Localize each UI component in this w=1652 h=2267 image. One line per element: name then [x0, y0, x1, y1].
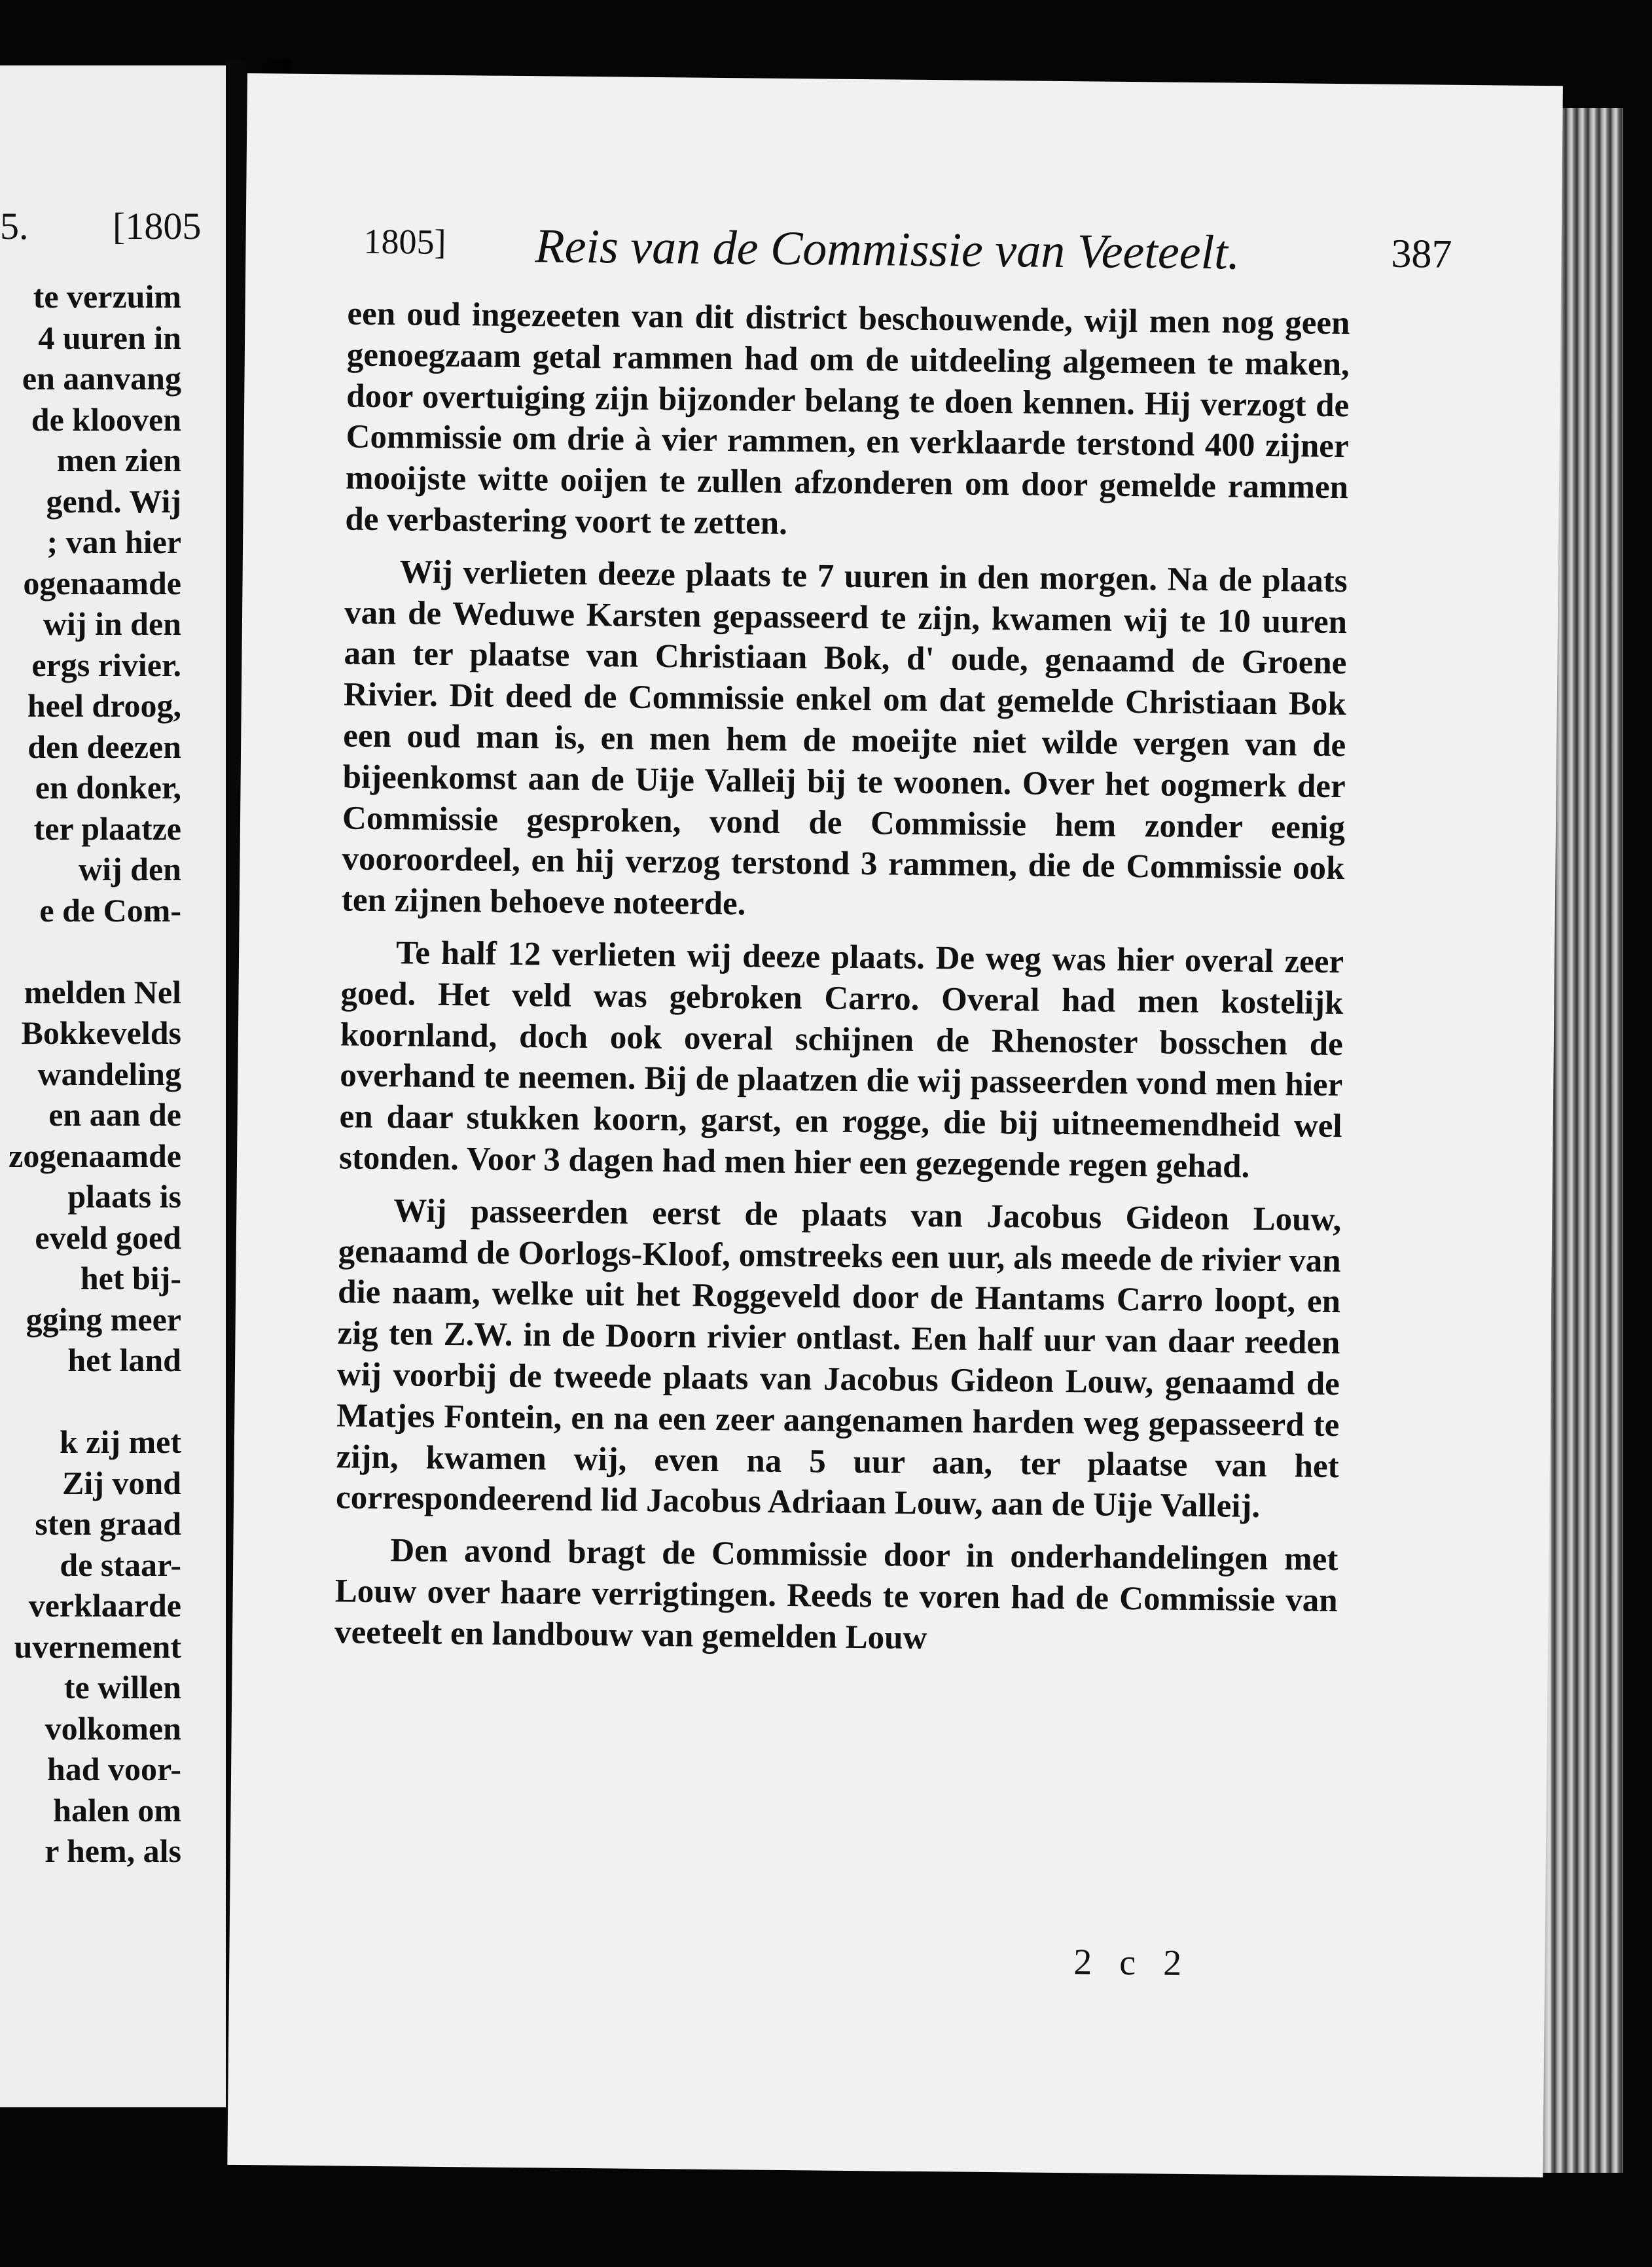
- previous-page-line: ogenaamde: [23, 564, 181, 601]
- previous-page-line: uvernement: [14, 1628, 181, 1665]
- previous-page-line: te verzuim: [33, 278, 181, 315]
- previous-page-line: en donker,: [35, 769, 181, 806]
- previous-page-line: wij den: [79, 851, 181, 887]
- previous-page-line: melden Nel: [24, 973, 181, 1010]
- paragraph: Wij verlieten deeze plaats te 7 uuren in den morgen. Na de plaats van de Weduwe Karsten gepasseerd te zijn, kwamen wij te 10 uuren aan ter plaatse van Christiaan Bok, d' oude, genaamd de Groene Rivier. Dit deed de Commissie enkel om dat gemelde Christiaan Bok een oud man is, en men hem de moeijte niet wilde vergen van de bijeenkomst aan de Uije Valleij bij te woonen. Over het oogmerk der Commissie gesproken, vond de Commissie hem zonder eenig vooroordeel, en hij verzog terstond 3 rammen, die de Commissie ook ten zijnen behoeve noteerde.: [341, 554, 1348, 923]
- previous-page-line: te willen: [63, 1669, 181, 1705]
- previous-page-line: ; van hier: [46, 524, 181, 560]
- previous-page-line: den deezen: [27, 728, 181, 765]
- previous-page: [0, 65, 226, 2107]
- paragraph: Den avond bragt de Commissie door in onderhandelingen met Louw over haare verrigtingen. Reeds te voren had de Commissie van veeteelt en landbouw van gemelden Louw: [334, 1532, 1338, 1656]
- previous-page-line: e de Com-: [39, 891, 181, 929]
- previous-page-text: [9, 276, 181, 1872]
- page-header: [363, 217, 1594, 301]
- previous-page-line: het land: [67, 1342, 181, 1378]
- previous-page-line: de staar-: [60, 1546, 181, 1583]
- previous-page-line: en aan de: [48, 1096, 181, 1133]
- book-page: [227, 73, 1563, 2177]
- header-year: 1805]: [363, 221, 446, 262]
- previous-page-line: ergs rivier.: [31, 646, 181, 683]
- previous-page-line: ter plaatze: [33, 810, 181, 847]
- running-title: Reis van de Commissie van Veeteelt.: [535, 219, 1240, 280]
- previous-page-line: zogenaamde: [9, 1137, 181, 1174]
- previous-page-line: gging meer: [26, 1300, 181, 1338]
- previous-page-blank-line: [9, 931, 181, 972]
- previous-page-line: wandeling: [37, 1055, 181, 1092]
- previous-page-line: eveld goed: [35, 1219, 181, 1256]
- previous-page-blank-line: [9, 1381, 181, 1422]
- previous-page-line: had voor-: [46, 1751, 181, 1787]
- previous-page-line: Bokkevelds: [21, 1014, 181, 1051]
- page-body: [334, 293, 1350, 1673]
- previous-page-line: plaats is: [67, 1178, 181, 1215]
- previous-page-line: sten graad: [35, 1505, 181, 1542]
- signature-mark: 2 c 2: [1073, 1942, 1191, 1984]
- previous-page-line: de klooven: [31, 401, 181, 438]
- previous-page-line: en aanvang: [22, 360, 181, 397]
- previous-page-line: Zij vond: [62, 1464, 181, 1501]
- previous-page-line: k zij met: [59, 1423, 181, 1460]
- previous-page-corner-mark: 5.: [0, 205, 29, 247]
- previous-page-line: gend. Wij: [46, 482, 181, 520]
- previous-page-line: verklaarde: [28, 1587, 181, 1624]
- previous-page-line: heel droog,: [27, 687, 181, 724]
- paragraph: Wij passeerden eerst de plaats van Jacobus Gideon Louw, genaamd de Oorlogs-Kloof, omstreeks een uur, als meede de rivier van die naam, welke uit het Roggeveld door de Hantams Carro loopt, en zig ten Z.W. in de Doorn rivier ontlast. Een half uur van daar reeden wij voorbij de tweede plaats van Jacobus Gideon Louw, genaamd de Matjes Fontein, en na een zeer aangenamen harden weg gepasseerd te zijn, kwamen wij, even na 5 uur aan, ter plaatse van het correspondeerend lid Jacobus Adriaan Louw, aan de Uije Valleij.: [335, 1192, 1342, 1526]
- previous-page-running-head: [1805: [113, 205, 202, 247]
- previous-page-line: men zien: [56, 442, 181, 478]
- previous-page-line: r hem, als: [45, 1832, 181, 1869]
- previous-page-line: 4 uuren in: [38, 319, 181, 356]
- previous-page-line: halen om: [53, 1791, 181, 1829]
- previous-page-line: wij in den: [43, 605, 181, 642]
- page-number: 387: [1391, 231, 1452, 277]
- paragraph: Te half 12 verlieten wij deeze plaats. De weg was hier overal zeer goed. Het veld was gebroken Carro. Overal had men kostelijk koornland, doch ook overal schijnen de Rhenoster bosschen de overhand te neemen. Bij de plaatzen die wij passeerden vond men hier en daar stukken koorn, garst, en rogge, die bij uitneemendheid wel stonden. Voor 3 dagen had men hier een gezegende regen gehad.: [338, 935, 1344, 1185]
- previous-page-line: het bij-: [80, 1260, 181, 1296]
- previous-page-line: volkomen: [45, 1709, 181, 1747]
- paragraph-continued: een oud ingezeeten van dit district beschouwende, wijl men nog geen genoegzaam getal rammen had om de uitdeeling algemeen te maken, door overtuiging zijn bijzonder belang te doen kennen. Hij verzogt de Commissie om drie à vier rammen, en verklaarde terstond 400 zijner mooijste witte ooijen te zullen afzonderen om door gemelde rammen de verbastering voort te zetten.: [345, 295, 1350, 542]
